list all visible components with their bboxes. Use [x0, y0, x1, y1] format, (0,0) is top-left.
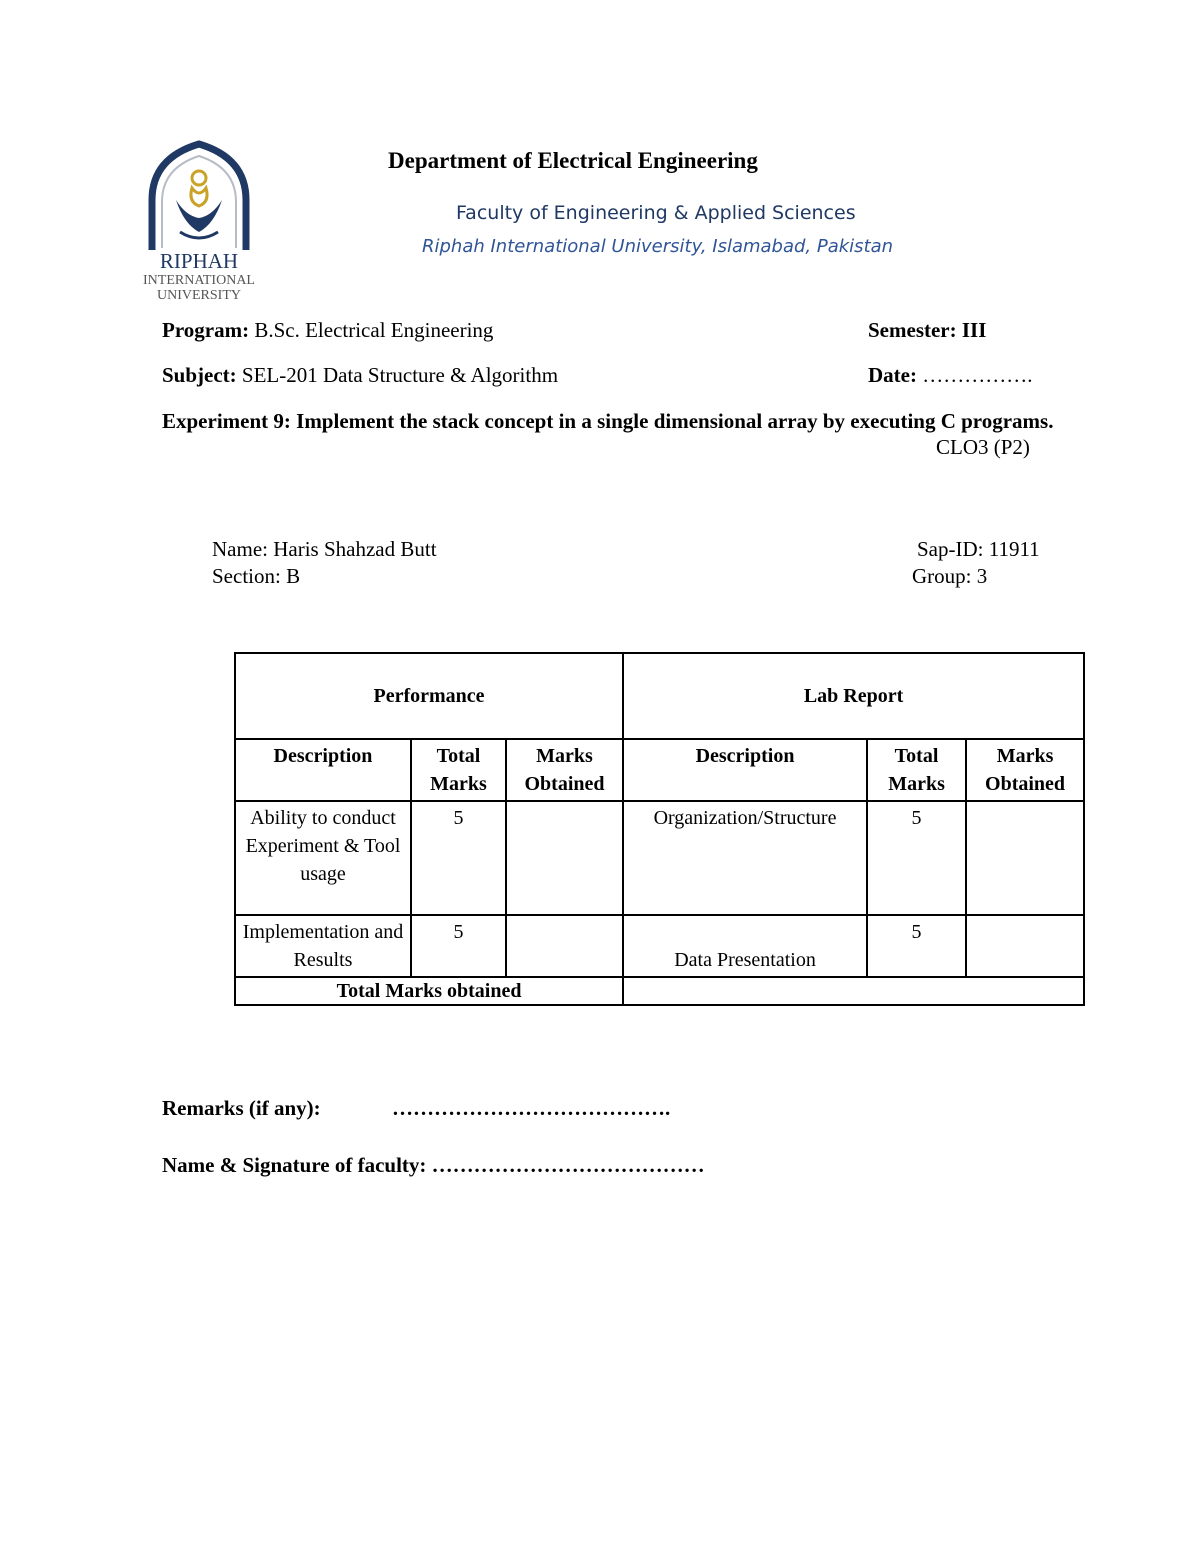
semester-label: Semester: III: [868, 318, 987, 342]
student-section: Section: B: [212, 564, 301, 588]
subject-label: Subject:: [162, 363, 237, 387]
date-label: Date:: [868, 363, 917, 387]
signature-label: Name & Signature of faculty:: [162, 1153, 427, 1177]
faculty-title: Faculty of Engineering & Applied Sciences: [456, 202, 856, 224]
perf-total-cell: 5: [411, 801, 506, 915]
lab-total-cell: 5: [867, 915, 966, 977]
remarks-field[interactable]: ………………………………….: [392, 1096, 671, 1120]
signature-line: [162, 1153, 705, 1178]
remarks-label: Remarks (if any):: [162, 1096, 321, 1120]
student-name: Name: Haris Shahzad Butt: [212, 537, 437, 561]
table-row: [235, 801, 1084, 915]
program-value: B.Sc. Electrical Engineering: [249, 318, 494, 342]
student-group: Group: 3: [912, 564, 988, 588]
perf-description-cell: Implementation and Results: [235, 915, 411, 977]
perf-obtained-cell[interactable]: [506, 915, 623, 977]
perf-total-cell: 5: [411, 915, 506, 977]
marks-table: [234, 652, 1085, 1006]
signature-field[interactable]: …………………………………: [431, 1153, 705, 1177]
logo-text-university: UNIVERSITY: [157, 288, 241, 303]
total-row: [235, 977, 1084, 1005]
subject-value: SEL-201 Data Structure & Algorithm: [236, 363, 559, 387]
perf-description-cell: Ability to conduct Experiment & Tool usage: [235, 801, 411, 915]
program-line: [162, 318, 493, 343]
perf-description-header: Description: [235, 739, 411, 801]
perf-marks-obtained-header: Marks Obtained: [506, 739, 623, 801]
perf-obtained-cell[interactable]: [506, 801, 623, 915]
lab-obtained-cell[interactable]: [966, 801, 1084, 915]
lab-obtained-cell[interactable]: [966, 915, 1084, 977]
performance-header: Performance: [235, 653, 623, 739]
table-header-row: [235, 653, 1084, 739]
perf-total-marks-header: Total Marks: [411, 739, 506, 801]
lab-total-marks-header: Total Marks: [867, 739, 966, 801]
total-marks-label: Total Marks obtained: [235, 977, 623, 1005]
logo-text-riphah: RIPHAH: [159, 249, 239, 273]
experiment-title: Experiment 9: Implement the stack concept in a single dimensional array by executing C programs.: [162, 409, 1054, 433]
lab-description-cell: Organization/Structure: [623, 801, 867, 915]
total-marks-value[interactable]: [623, 977, 1084, 1005]
university-logo: [136, 140, 262, 304]
lab-description-cell: Data Presentation: [623, 915, 867, 977]
lab-total-cell: 5: [867, 801, 966, 915]
lab-description-header: Description: [623, 739, 867, 801]
table-subheader-row: [235, 739, 1084, 801]
table-row: [235, 915, 1084, 977]
university-subtitle: Riphah International University, Islamabad, Pakistan: [422, 236, 894, 257]
logo-text-international: INTERNATIONAL: [143, 273, 255, 288]
department-title: Department of Electrical Engineering: [388, 148, 758, 173]
lab-marks-obtained-header: Marks Obtained: [966, 739, 1084, 801]
program-label: Program:: [162, 318, 250, 342]
student-sap-id: Sap-ID: 11911: [917, 537, 1040, 561]
date-value: …………….: [916, 363, 1033, 387]
lab-report-header: Lab Report: [623, 653, 1084, 739]
date-line: [868, 363, 1032, 388]
clo-label: CLO3 (P2): [936, 435, 1030, 459]
subject-line: [162, 363, 558, 388]
